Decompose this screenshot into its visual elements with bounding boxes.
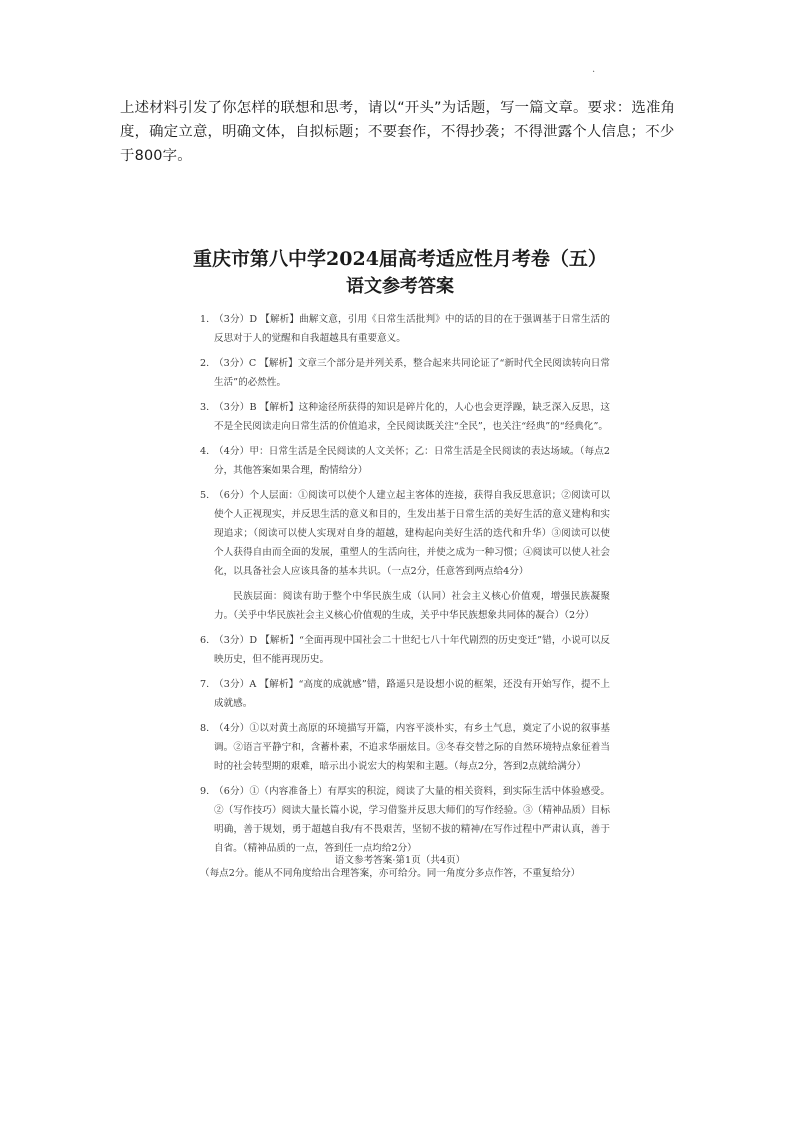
answer-item bbox=[200, 442, 610, 480]
corner-mark: . bbox=[592, 64, 596, 75]
answer-text: （3分）A 【解析】“高度的成就感”错，路遥只是设想小说的框架，还没有开始写作，提不上成就感。 bbox=[214, 679, 610, 709]
answer-list bbox=[200, 310, 610, 883]
document-subtitle: 语文参考答案 bbox=[346, 276, 454, 297]
answer-text: （3分）B 【解析】这种途径所获得的知识是碎片化的，人心也会更浮躁，缺乏深入反思，这不是全民阅读走向日常生活的价值追求，全民阅读既关注“全民”，也关注“经典”的“经典化”。 bbox=[214, 402, 610, 432]
answer-number: 4. bbox=[200, 446, 210, 457]
answer-number: 9. bbox=[200, 786, 210, 797]
answer-item bbox=[200, 782, 610, 858]
essay-prompt: 上述材料引发了你怎样的联想和思考，请以“开头”为话题，写一篇文章。要求：选准角度，确定立意，明确文体，自拟标题；不要套作，不得抄袭；不得泄露个人信息；不少于800字。 bbox=[120, 100, 676, 164]
page-footer: 语文参考答案·第1页（共4页） bbox=[334, 855, 466, 866]
answer-text: （3分）D 【解析】“全面再现中国社会二十世纪七八十年代剧烈的历史变迁”错，小说可以反映历史，但不能再现历史。 bbox=[214, 635, 610, 665]
answer-text: （4分）甲：日常生活是全民阅读的人文关怀；乙：日常生活是全民阅读的表达场域。（每点2分，其他答案如果合理，酌情给分） bbox=[214, 446, 610, 476]
answer-text: （4分）①以对黄土高原的环境描写开篇，内容平淡朴实，有乡土气息，奠定了小说的叙事基调。②语言平静宁和，含蓄朴素，不追求华丽炫目。③冬春交替之际的自然环境特点象征着当时的社会转型期的艰难，暗示出小说宏大的构架和主题。（每点2分，答到2点就给满分） bbox=[214, 723, 610, 772]
answer-number: 8. bbox=[200, 723, 210, 734]
document-title: 重庆市第八中学2024届高考适应性月考卷（五） bbox=[193, 248, 607, 270]
answer-text: （6分）个人层面：①阅读可以使个人建立起主客体的连接，获得自我反思意识；②阅读可以使个人正视现实，并反思生活的意义和目的，生发出基于日常生活的美好生活的意义建构和实现追求；（阅读可以使人实现对自身的超越，建构起向美好生活的迭代和升华）③阅读可以使个人获得自由而全面的发展，重塑人的生活向往，并使之成为一种习惯；④阅读可以使人社会化，以具备社会人应该具备的基本共识。（一点2分，任意答到两点给4分） bbox=[214, 490, 610, 577]
answer-number: 5. bbox=[200, 490, 210, 501]
answer-item bbox=[200, 719, 610, 776]
answer-item bbox=[200, 631, 610, 669]
answer-item bbox=[200, 310, 610, 348]
scoring-note: （每点2分。能从不同角度给出合理答案，亦可给分。同一角度分多点作答，不重复给分） bbox=[200, 868, 581, 879]
answer-subpoint: 民族层面：阅读有助于整个中华民族生成（认同）社会主义核心价值观，增强民族凝聚力。（关乎中华民族社会主义核心价值观的生成，关乎中华民族想象共同体的凝合）（2分） bbox=[214, 591, 610, 621]
answer-number: 3. bbox=[200, 402, 210, 413]
answer-item bbox=[200, 486, 610, 581]
answer-number: 1. bbox=[200, 314, 210, 325]
answer-number: 7. bbox=[200, 679, 210, 690]
answer-item bbox=[200, 675, 610, 713]
answer-text: （3分）C 【解析】文章三个部分是并列关系，整合起来共同论证了“新时代全民阅读转向日常生活”的必然性。 bbox=[214, 358, 610, 388]
answer-number: 6. bbox=[200, 635, 210, 646]
answer-text: （6分）①（内容准备上）有厚实的积淀，阅读了大量的相关资料，到实际生活中体验感受。②（写作技巧）阅读大量长篇小说，学习借鉴并反思大师们的写作经验。③（精神品质）目标明确，善于规划，勇于超越自我/有不畏艰苦，坚韧不拔的精神/在写作过程中严肃认真，善于自省。（精神品质的一点，答到任一点均给2分） bbox=[214, 786, 610, 854]
answer-text: （3分）D 【解析】曲解文意，引用《日常生活批判》中的话的目的在于强调基于日常生活的反思对于人的觉醒和自我超越具有重要意义。 bbox=[214, 314, 610, 344]
answer-item bbox=[200, 398, 610, 436]
answer-item bbox=[200, 354, 610, 392]
answer-number: 2. bbox=[200, 358, 210, 369]
